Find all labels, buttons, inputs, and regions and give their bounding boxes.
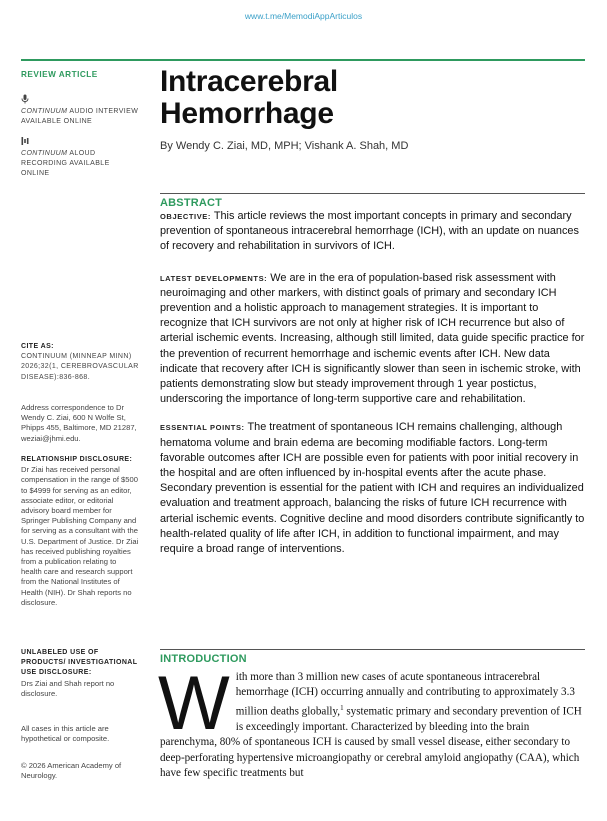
abstract-divider [160, 193, 585, 194]
unlabeled-use-disclosure [21, 648, 139, 699]
abstract-essential-points [160, 420, 585, 557]
relationship-disclosure-text: Dr Ziai has received personal compensation in the range of $500 to $4999 for serving as an editor, associate editor, or editorial advisory board member for Springer Publishing Company and for serving as a consultant with the U.S. Department of Justice. Dr Ziai has received publishing royalties from a publication relating to health care and research support from the National Institutes of Health (NIH). Dr Shah reports no disclosure. [21, 465, 139, 607]
article-type-label: REVIEW ARTICLE [21, 70, 98, 79]
objective-text: This article reviews the most important concepts in primary and secondary prevention of spontaneous intracerebral hemorrhage (ICH), with an update on nuances of recovery and rehabilitation in survivors of ICH. [160, 210, 579, 253]
introduction-text-2: systematic primary and secondary prevention of ICH is exceedingly important. Characterized by bleeding into the brain parenchyma, 80% of spontaneous ICH is caused by small vessel disease, either secondary to deep-perforating hypertensive microangiopathy or cerebral amyloid angiopathy (CAA), which have few specific treatments but [160, 705, 582, 780]
reference-marker[interactable]: 1 [340, 703, 344, 712]
introduction-section [160, 653, 585, 782]
abstract-heading: ABSTRACT [160, 197, 223, 209]
cite-as-text: CONTINUUM (MINNEAP MINN) 2026;32(1, CEREBROVASCULAR DISEASE):836-868. [21, 353, 139, 381]
article-authors: By Wendy C. Ziai, MD, MPH; Vishank A. Shah, MD [160, 140, 409, 152]
unlabeled-use-label: UNLABELED USE OF PRODUCTS/ INVESTIGATIONAL USE DISCLOSURE: [21, 649, 138, 677]
title-line-2: Hemorrhage [160, 97, 334, 130]
cite-as-label: CITE AS: [21, 343, 54, 350]
introduction-body [158, 661, 585, 782]
hypothetical-cases-note: All cases in this article are hypothetical or composite. [21, 724, 110, 744]
continuum-brand-audio: CONTINUUM [21, 108, 68, 116]
sidebar [21, 70, 139, 781]
audio-interview-note [21, 94, 139, 126]
abstract-latest-developments [160, 271, 585, 408]
latest-developments-label: LATEST DEVELOPMENTS: [160, 273, 268, 283]
header-green-rule [21, 59, 585, 61]
essential-points-text: The treatment of spontaneous ICH remains challenging, although hematoma volume and brain edema are becoming modifiable factors. Long-term favorable outcomes after ICH are possible even for patients with poor initial recovery in the hospital and are often influenced by in-hospital events after the acute phase. Secondary prevention is essential for the patient with ICH and requires an individualized evaluation and treatment approach, balancing the risks of future ICH recurrence with arterial ischemic events. Cognitive decline and mood disorders contribute significantly to health-related quality of life after ICH, in addition to functional impairment, and may require a broad range of interventions. [160, 421, 585, 556]
aloud-recording-text: ALOUD RECORDING AVAILABLE ONLINE [21, 150, 110, 177]
abstract-objective [160, 209, 585, 255]
relationship-disclosure-label: RELATIONSHIP DISCLOSURE: [21, 456, 133, 463]
continuum-brand-aloud: CONTINUUM [21, 150, 68, 158]
essential-points-label: ESSENTIAL POINTS: [160, 423, 245, 433]
microphone-icon [21, 94, 139, 104]
unlabeled-use-text: Drs Ziai and Shah report no disclosure. [21, 678, 115, 698]
introduction-text-1: ith more than 3 million new cases of acute spontaneous intracerebral hemorrhage (ICH) occurring annually and contributing to approximately 3.3 million deaths globally, [235, 671, 575, 718]
abstract-section [160, 197, 585, 557]
audio-bars-icon [21, 136, 139, 146]
article-title [160, 66, 585, 130]
article-header [160, 66, 585, 152]
latest-developments-text: We are in the era of population-based risk assessment with neuroimaging and other markers, with distinct goals of primary and secondary ICH prevention and a holistic approach to management strategies. It is important to recognize that ICH survivors are not only at higher risk of ICH recurrence but also of arterial ischemic events. Increasing, although still limited, data guide specific practice for the prevention of recurrent hemorrhage and ischemic events after ICH. New data indicate that recovery after ICH is significantly slower than seen in ischemic stroke, with patients demonstrating slow but steady improvement through 1 year postictus, underscoring the importance of long-term supportive care and rehabilitation. [160, 271, 585, 406]
audio-interview-text: AUDIO INTERVIEW AVAILABLE ONLINE [21, 108, 139, 125]
cite-as-block [21, 342, 139, 383]
drop-cap: W [158, 661, 230, 746]
introduction-heading: INTRODUCTION [160, 653, 247, 665]
watermark-url[interactable]: www.t.me/MemodiAppArticulos [244, 11, 363, 21]
introduction-divider [160, 649, 585, 650]
copyright-note: © 2026 American Academy of Neurology. [21, 761, 122, 781]
relationship-disclosure [21, 455, 139, 608]
objective-label: OBJECTIVE: [160, 212, 212, 221]
correspondence-address: Address correspondence to Dr Wendy C. Ziai, 600 N Wolfe St, Phipps 455, Baltimore, MD 21287, weziai@jhmi.edu. [21, 403, 137, 443]
title-line-1: Intracerebral [160, 65, 338, 98]
aloud-recording-note [21, 136, 139, 178]
